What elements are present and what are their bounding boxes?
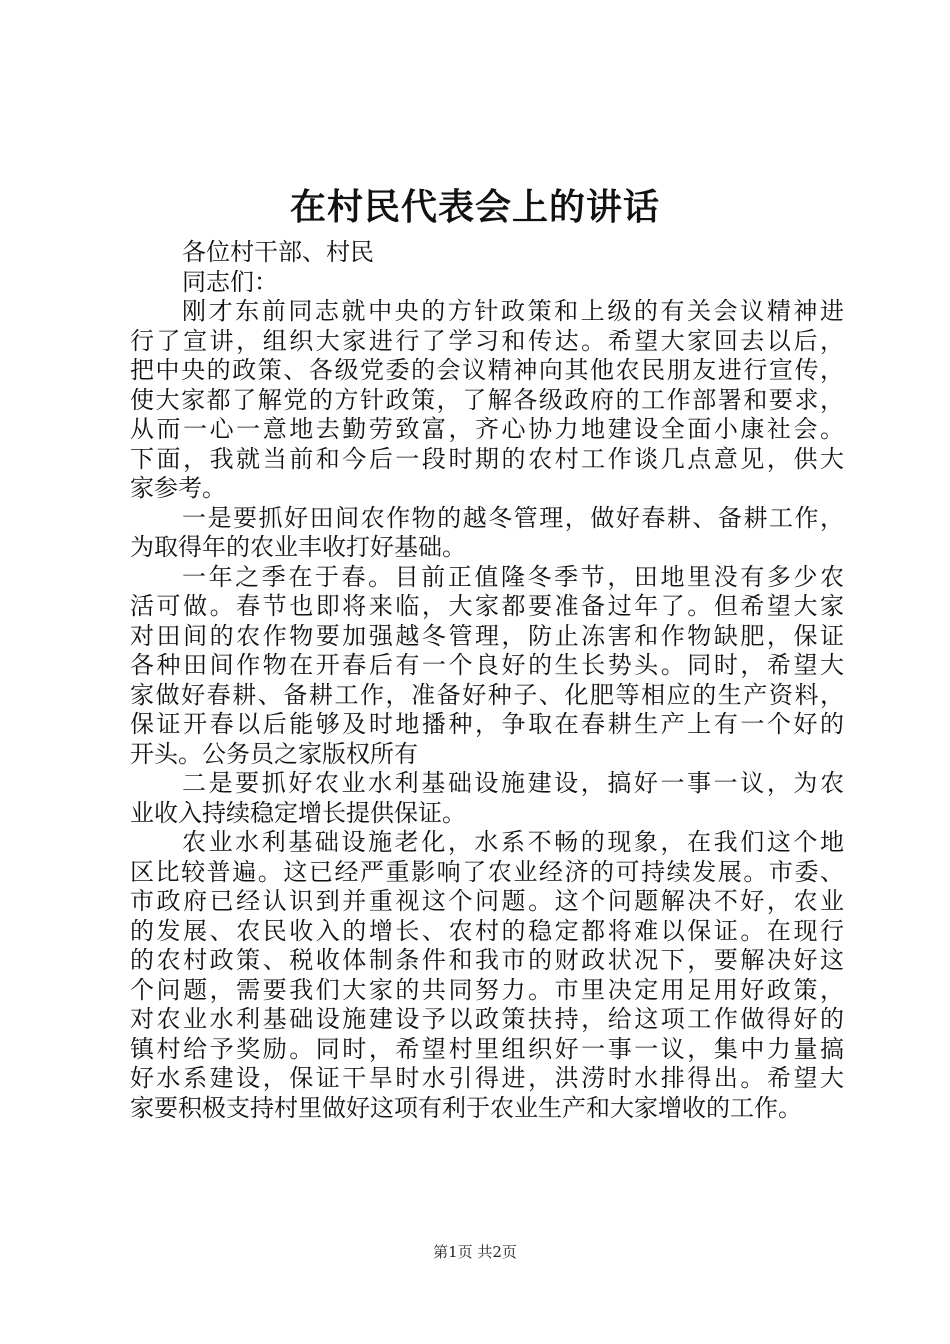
paragraph-line: 开头。公务员之家版权所有	[130, 739, 418, 768]
paragraph-line: 一是要抓好田间农作物的越冬管理，做好春耕、备耕工作，	[182, 503, 844, 532]
paragraph-line: 对田间的农作物要加强越冬管理，防止冻害和作物缺肥，保证	[130, 621, 844, 650]
paragraph-line: 市政府已经认识到并重视这个问题。这个问题解决不好，农业	[130, 887, 844, 915]
paragraph-line: 镇村给予奖励。同时，希望村里组织好一事一议，集中力量搞	[130, 1034, 844, 1063]
paragraph-line: 行了宣讲，组织大家进行了学习和传达。希望大家回去以后，	[130, 326, 844, 355]
salutation-line: 各位村干部、村民	[182, 238, 374, 266]
paragraph-line: 为取得年的农业丰收打好基础。	[130, 533, 466, 561]
paragraph-line: 业收入持续稳定增长提供保证。	[130, 798, 466, 827]
paragraph-line: 家做好春耕、备耕工作，准备好种子、化肥等相应的生产资料，	[130, 680, 844, 709]
paragraph-line: 的农村政策、税收体制条件和我市的财政状况下，要解决好这	[130, 946, 844, 974]
paragraph-line: 的发展、农民收入的增长、农村的稳定都将难以保证。在现行	[130, 916, 844, 945]
paragraph-line: 家参考。	[130, 474, 226, 502]
paragraph-line: 下面，我就当前和今后一段时期的农村工作谈几点意见，供大	[130, 444, 844, 473]
document-title: 在村民代表会上的讲话	[289, 187, 660, 228]
paragraph-line: 区比较普遍。这已经严重影响了农业经济的可持续发展。市委、	[130, 857, 844, 886]
paragraph-line: 个问题，需要我们大家的共同努力。市里决定用足用好政策，	[130, 975, 844, 1004]
paragraph-line: 对农业水利基础设施建设予以政策扶持，给这项工作做得好的	[130, 1005, 844, 1033]
paragraph-line: 各种田间作物在开春后有一个良好的生长势头。同时，希望大	[130, 651, 844, 679]
paragraph-line: 一年之季在于春。目前正值隆冬季节，田地里没有多少农	[182, 562, 844, 591]
paragraph-line: 活可做。春节也即将来临，大家都要准备过年了。但希望大家	[130, 592, 844, 620]
paragraph-line: 家要积极支持村里做好这项有利于农业生产和大家增收的工作。	[130, 1093, 802, 1122]
salutation-line: 同志们：	[182, 267, 278, 296]
paragraph-line: 农业水利基础设施老化，水系不畅的现象，在我们这个地	[182, 828, 844, 856]
document-body	[130, 238, 844, 1123]
paragraph-line: 从而一心一意地去勤劳致富，齐心协力地建设全面小康社会。	[130, 415, 844, 443]
paragraph-line: 二是要抓好农业水利基础设施建设，搞好一事一议，为农	[182, 769, 844, 797]
paragraph-line: 好水系建设，保证干旱时水引得进，洪涝时水排得出。希望大	[130, 1064, 844, 1092]
paragraph-line: 把中央的政策、各级党委的会议精神向其他农民朋友进行宣传，	[130, 356, 844, 384]
paragraph-line: 保证开春以后能够及时地播种，争取在春耕生产上有一个好的	[130, 710, 844, 738]
page-footer: 第1页 共2页	[433, 1243, 517, 1261]
paragraph-line: 刚才东前同志就中央的方针政策和上级的有关会议精神进	[182, 297, 844, 325]
paragraph-line: 使大家都了解党的方针政策，了解各级政府的工作部署和要求，	[130, 385, 844, 414]
